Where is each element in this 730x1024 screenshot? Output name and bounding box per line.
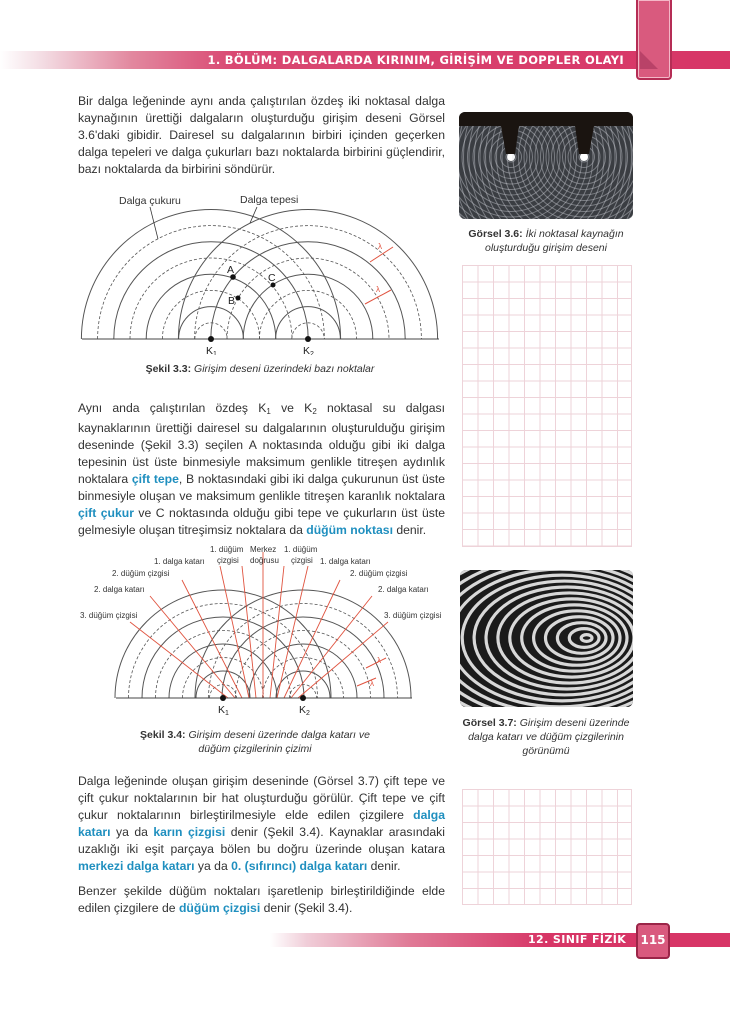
trough-arc	[263, 658, 344, 699]
notebook-grid-1	[462, 265, 632, 547]
lambda-label-1: λ	[377, 656, 381, 665]
source-k2	[305, 336, 311, 342]
caption-text: Girişim deseni üzerindeki bazı noktalar	[194, 363, 375, 375]
caption-text-2: düğüm çizgilerinin çizimi	[198, 743, 312, 755]
point-a-label: A	[227, 264, 235, 276]
label-center-1: Merkez	[250, 545, 277, 554]
figure-3-3	[70, 185, 460, 355]
chapter-title: 1. BÖLÜM: DALGALARDA KIRINIM, GİRİŞİM VE DOPPLER OLAYI	[207, 53, 624, 67]
figure-3-3-diagram	[70, 185, 460, 355]
source-k1-label: K1	[218, 704, 229, 717]
figure-3-4-diagram	[70, 540, 460, 720]
notebook-grid-2	[462, 789, 632, 905]
source-glow	[507, 153, 515, 161]
label-left-antinode1: 1. dalga katarı	[154, 557, 205, 566]
term-antinodal-line: dalga katarı	[78, 808, 445, 839]
source-k2	[300, 695, 306, 701]
term-node-point: düğüm noktası	[306, 523, 393, 537]
label-right-node1b: çizgisi	[291, 556, 313, 565]
trough-arc	[227, 258, 389, 339]
page-number: 115	[640, 933, 666, 947]
label-right-node1: 1. düğüm	[284, 545, 318, 554]
term-double-trough: çift çukur	[78, 506, 134, 520]
photo-3-6-caption	[456, 227, 636, 255]
points-paragraph: Aynı anda çalıştırılan özdeş $K_1$ ve $K_2$ noktasal su dalgası kaynaklarının ürettiği dairesel su dalgalarının oluşturulduğu girişim deseninde (Şekil 3.3) seçilen A noktasında olduğu gibi iki dalga tepesinin üst üste binmesiyle maksimum genlikle titreşen aydınlık noktalara çift tepe, B noktasındaki gibi iki dalga çukurunun üst üste binmesiyle oluşan ve maksimum genlikle titreşen karanlık noktalara çift çukur ve C noktasında olduğu gibi tepe ve çukurların üst üste gelmesiyle oluşan titreşimsiz noktalara da düğüm noktası denir.	[78, 401, 446, 537]
intro-paragraph: Bir dalga leğeninde aynı anda çalıştırılan özdeş iki noktasal dalga kaynağının ürettiği dalgaların oluşturduğu girişim deseni Görsel 3.6'daki gibidir. Dairesel su dalgalarının birbiri içinden geçerken dalga tepeleri ve dalga çukurları bazı noktalarda birbirini güçlendirir, bazı noktalarda da birbirini söndürür.	[78, 94, 445, 176]
trough-arc	[130, 258, 292, 339]
caption-text-1: İki noktasal kaynağın	[525, 228, 624, 240]
term-central-antinodal-line: merkezi dalga katarı	[78, 859, 195, 873]
figure-3-4	[70, 540, 460, 720]
trough-pointer	[150, 207, 158, 239]
label-left-node2: 2. düğüm çizgisi	[112, 569, 170, 578]
figure-3-3-caption	[100, 362, 420, 376]
lambda-label-1: λ	[378, 242, 382, 251]
header-tab-fold	[640, 51, 658, 69]
term-belly-line: karın çizgisi	[153, 825, 226, 839]
caption-label: Şekil 3.3:	[145, 363, 192, 375]
source-k1	[220, 695, 226, 701]
term-double-crest: çift tepe	[131, 472, 179, 486]
book-title: 12. SINIF FİZİK	[528, 933, 627, 946]
source-k2-label: K2	[299, 704, 310, 717]
wave-arcs	[81, 209, 437, 339]
photo-3-6	[459, 112, 633, 219]
photo-3-7	[460, 570, 633, 707]
label-right-node3: 3. düğüm çizgisi	[384, 611, 442, 620]
photo-3-7-caption	[456, 716, 636, 758]
label-left-node1b: çizgisi	[217, 556, 239, 565]
caption-text-2: dalga katarı ve düğüm çizgilerinin	[468, 731, 624, 743]
term-nodal-line: düğüm çizgisi	[178, 901, 261, 915]
label-right-node2: 2. düğüm çizgisi	[350, 569, 408, 578]
caption-label: Şekil 3.4:	[140, 729, 186, 741]
interference-pattern-photo	[460, 570, 633, 707]
trough-label: Dalga çukuru	[119, 195, 181, 207]
lambda-label-2: λ	[370, 679, 374, 688]
point-b	[236, 296, 241, 301]
source-k2-label: K2	[303, 345, 314, 355]
interference-photo	[459, 112, 633, 219]
caption-text-1: Girişim deseni üzerinde dalga katarı ve	[188, 729, 370, 741]
lambda-marker-1	[366, 658, 386, 668]
figure-3-4-caption	[120, 728, 390, 756]
lambda-label-2: λ	[376, 285, 380, 294]
nodal-line	[130, 622, 228, 698]
label-right-antinode2: 2. dalga katarı	[378, 585, 429, 594]
antinodal-line	[291, 596, 372, 698]
source-glow	[580, 153, 588, 161]
source-k1-label: K1	[206, 345, 217, 355]
trough-arc	[183, 658, 264, 698]
term-zeroth-antinodal-line: 0. (sıfırıncı) dalga katarı	[231, 859, 368, 873]
label-left-node1: 1. düğüm	[210, 545, 244, 554]
nodal-line	[242, 566, 256, 698]
nodal-line-paragraph: Benzer şekilde düğüm noktaları işaretlenip birleştirildiğinde elde edilen çizgilere de düğüm çizgisi denir (Şekil 3.4).	[78, 884, 445, 915]
crest-label: Dalga tepesi	[240, 194, 299, 206]
nodal-line	[284, 580, 340, 698]
point-b-label: B	[228, 295, 236, 307]
label-center-2: doğrusu	[250, 556, 279, 565]
caption-label: Görsel 3.7:	[462, 717, 517, 729]
caption-text-3: görünümü	[522, 745, 570, 757]
label-left-node3: 3. düğüm çizgisi	[80, 611, 138, 620]
source-k1	[208, 336, 214, 342]
label-left-antinode2: 2. dalga katarı	[94, 585, 145, 594]
caption-text-1: Girişim deseni üzerinde	[519, 717, 630, 729]
caption-text-2: oluşturduğu girişim deseni	[485, 242, 607, 254]
antinodal-line-paragraph: Dalga leğeninde oluşan girişim deseninde (Görsel 3.7) çift tepe ve çift çukur noktalarının bir hat oluşturduğu görülür. Çift tepe ve çift çukur noktalarının birleştirilmesiyle elde edilen çizgilere dalga katarı ya da karın çizgisi denir (Şekil 3.4). Kaynaklar arasındaki uzaklığı iki eşit parçaya bölen bu doğru üzerinde oluşan katara merkezi dalga katarı ya da 0. (sıfırıncı) dalga katarı denir.	[78, 774, 445, 873]
point-c-label: C	[268, 272, 276, 284]
label-right-antinode1: 1. dalga katarı	[320, 557, 371, 566]
caption-label: Görsel 3.6:	[468, 228, 523, 240]
